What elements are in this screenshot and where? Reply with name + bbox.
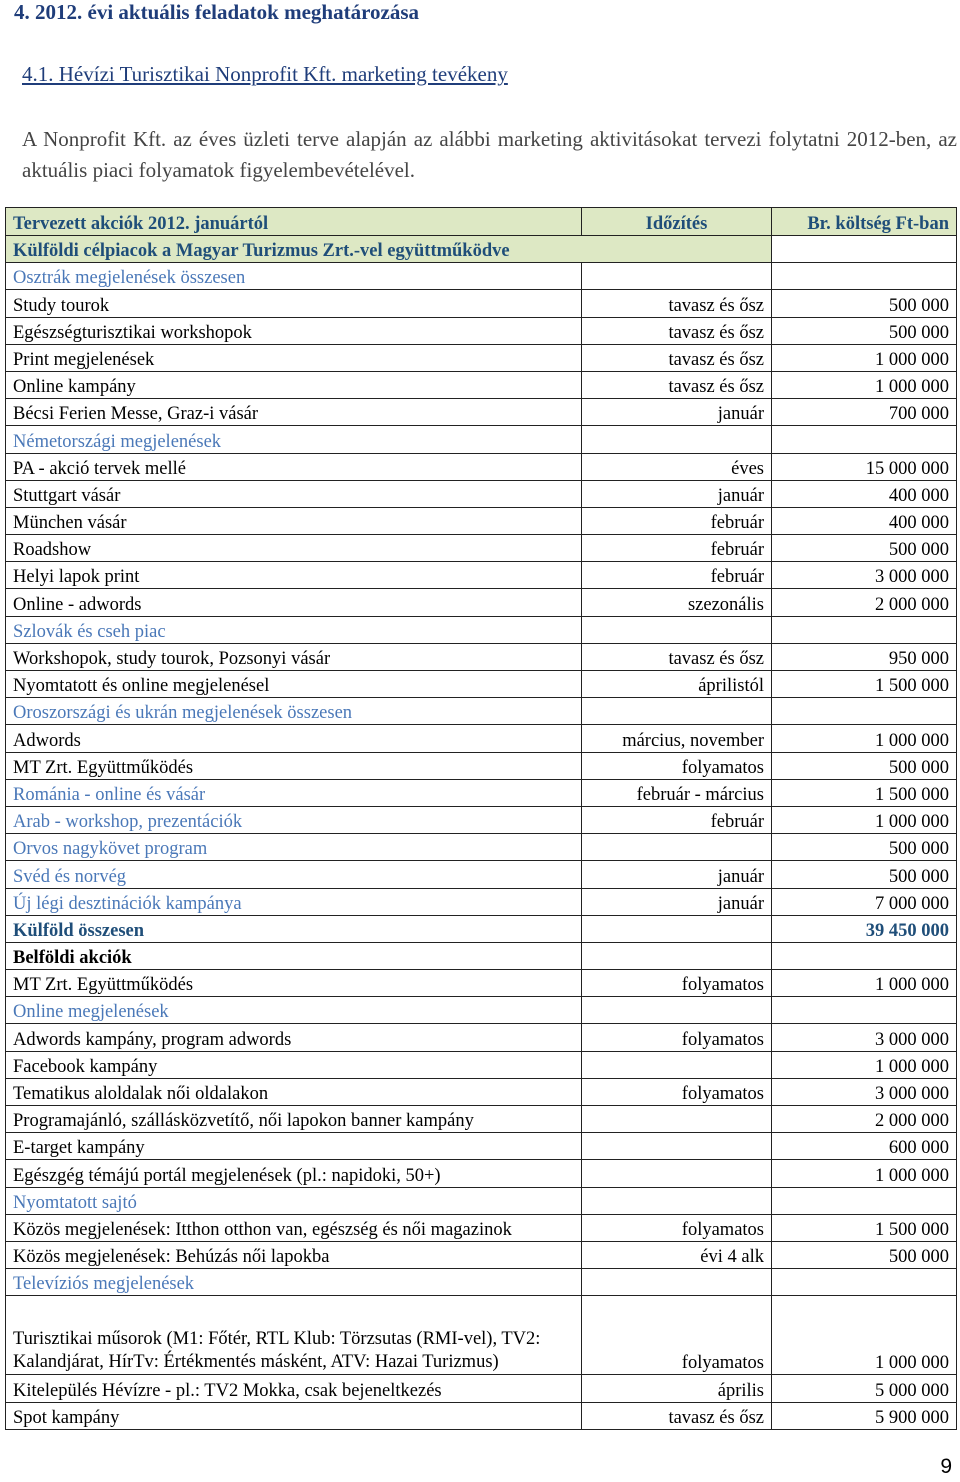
- table-row: [6, 1214, 957, 1241]
- row-cost: 950 000: [772, 643, 957, 670]
- row-cost: 3 000 000: [772, 1078, 957, 1105]
- section-row: [6, 779, 957, 806]
- row-timing: évi 4 alk: [582, 1241, 772, 1268]
- header-timing: Időzítés: [582, 208, 772, 236]
- row-cost: [772, 698, 957, 725]
- row-timing: január: [582, 888, 772, 915]
- row-label: Stuttgart vásár: [6, 480, 582, 507]
- row-label: PA - akció tervek mellé: [6, 453, 582, 480]
- row-label: Online - adwords: [6, 589, 582, 616]
- row-timing: folyamatos: [582, 1296, 772, 1375]
- table-row: [6, 942, 957, 969]
- row-timing: március, november: [582, 725, 772, 752]
- row-timing: folyamatos: [582, 1214, 772, 1241]
- row-timing: [582, 1133, 772, 1160]
- row-cost: 1 000 000: [772, 970, 957, 997]
- row-label: München vásár: [6, 507, 582, 534]
- row-timing: február: [582, 507, 772, 534]
- row-label: Nyomtatott és online megjelenésel: [6, 671, 582, 698]
- row-timing: folyamatos: [582, 1024, 772, 1051]
- table-row: [6, 725, 957, 752]
- row-label: Külföld összesen: [6, 915, 582, 942]
- section-row: [6, 834, 957, 861]
- row-label: Kitelepülés Hévízre - pl.: TV2 Mokka, csak bejeneltkezés: [6, 1375, 582, 1402]
- row-label: Arab - workshop, prezentációk: [6, 806, 582, 833]
- row-timing: szezonális: [582, 589, 772, 616]
- table-row: [6, 344, 957, 371]
- row-cost: 5 000 000: [772, 1375, 957, 1402]
- row-timing: január: [582, 861, 772, 888]
- row-cost: 3 000 000: [772, 1024, 957, 1051]
- row-timing: február: [582, 535, 772, 562]
- section-row: [6, 997, 957, 1024]
- row-label: Orvos nagykövet program: [6, 834, 582, 861]
- row-cost: 1 000 000: [772, 344, 957, 371]
- row-cost: 1 500 000: [772, 779, 957, 806]
- section-row: [6, 1269, 957, 1296]
- row-cost: 1 500 000: [772, 1214, 957, 1241]
- row-cost: 2 000 000: [772, 1106, 957, 1133]
- row-timing: tavasz és ősz: [582, 371, 772, 398]
- row-label: Adwords kampány, program adwords: [6, 1024, 582, 1051]
- section-row: [6, 888, 957, 915]
- row-label: Belföldi akciók: [6, 942, 582, 969]
- row-timing: [582, 263, 772, 290]
- table-row: [6, 1051, 957, 1078]
- row-timing: tavasz és ősz: [582, 1402, 772, 1429]
- row-timing: április: [582, 1375, 772, 1402]
- row-timing: január: [582, 399, 772, 426]
- row-cost: 1 000 000: [772, 806, 957, 833]
- row-label: Svéd és norvég: [6, 861, 582, 888]
- row-label: MT Zrt. Együttműködés: [6, 752, 582, 779]
- table-row: [6, 643, 957, 670]
- row-cost: 3 000 000: [772, 562, 957, 589]
- row-label: Facebook kampány: [6, 1051, 582, 1078]
- table-row: [6, 290, 957, 317]
- table-header-row: [6, 208, 957, 236]
- row-label: Közös megjelenések: Behúzás női lapokba: [6, 1241, 582, 1268]
- row-timing: tavasz és ősz: [582, 344, 772, 371]
- row-cost: 400 000: [772, 507, 957, 534]
- row-label: Online kampány: [6, 371, 582, 398]
- table-row: [6, 752, 957, 779]
- header-actions: Tervezett akciók 2012. januártól: [6, 208, 582, 236]
- row-cost: [772, 942, 957, 969]
- row-timing: január: [582, 480, 772, 507]
- row-cost: [772, 263, 957, 290]
- row-label: Tematikus aloldalak női oldalakon: [6, 1078, 582, 1105]
- row-label: Németországi megjelenések: [6, 426, 582, 453]
- row-label: Print megjelenések: [6, 344, 582, 371]
- row-label: Közös megjelenések: Itthon otthon van, egészség és női magazinok: [6, 1214, 582, 1241]
- table-row: [6, 453, 957, 480]
- row-timing: [582, 698, 772, 725]
- row-timing: [582, 616, 772, 643]
- row-cost: 1 500 000: [772, 671, 957, 698]
- table-row: [6, 371, 957, 398]
- section-row: [6, 806, 957, 833]
- row-cost: 39 450 000: [772, 915, 957, 942]
- subheader-foreign-markets: Külföldi célpiacok a Magyar Turizmus Zrt.-vel együttműködve: [6, 236, 772, 263]
- row-timing: folyamatos: [582, 970, 772, 997]
- table-row: [6, 1402, 957, 1429]
- row-label: Egészgég témájú portál megjelenések (pl.: napidoki, 50+): [6, 1160, 582, 1187]
- row-cost: 15 000 000: [772, 453, 957, 480]
- row-cost: [772, 997, 957, 1024]
- row-cost: 1 000 000: [772, 1051, 957, 1078]
- row-timing: [582, 915, 772, 942]
- section-heading: 4. 2012. évi aktuális feladatok meghatározása: [14, 0, 420, 24]
- table-subheader-row: [6, 236, 957, 263]
- row-label: Adwords: [6, 725, 582, 752]
- subheader-empty-cell: [772, 236, 957, 263]
- table-row: [6, 589, 957, 616]
- row-label: Televíziós megjelenések: [6, 1269, 582, 1296]
- table-row: [6, 562, 957, 589]
- table-row: [6, 507, 957, 534]
- row-cost: [772, 426, 957, 453]
- table-row: [6, 1106, 957, 1133]
- page-number: 9: [940, 1455, 952, 1478]
- row-label: Workshopok, study tourok, Pozsonyi vásár: [6, 643, 582, 670]
- row-timing: február: [582, 562, 772, 589]
- row-cost: 700 000: [772, 399, 957, 426]
- row-cost: 500 000: [772, 834, 957, 861]
- section-row: [6, 1187, 957, 1214]
- row-cost: [772, 1187, 957, 1214]
- table-row: [6, 480, 957, 507]
- row-label: Osztrák megjelenések összesen: [6, 263, 582, 290]
- row-timing: éves: [582, 453, 772, 480]
- row-label: MT Zrt. Együttműködés: [6, 970, 582, 997]
- section-row: [6, 263, 957, 290]
- row-timing: [582, 942, 772, 969]
- row-label: Románia - online és vásár: [6, 779, 582, 806]
- table-row: [6, 1160, 957, 1187]
- table-row: [6, 535, 957, 562]
- table-row: [6, 317, 957, 344]
- row-cost: 1 000 000: [772, 1296, 957, 1375]
- row-cost: 500 000: [772, 317, 957, 344]
- row-cost: 1 000 000: [772, 725, 957, 752]
- marketing-budget-table: [5, 207, 957, 1430]
- row-cost: 1 000 000: [772, 371, 957, 398]
- row-cost: 500 000: [772, 290, 957, 317]
- table-row: [6, 1024, 957, 1051]
- row-label: Bécsi Ferien Messe, Graz-i vásár: [6, 399, 582, 426]
- subsection-heading: 4.1. Hévízi Turisztikai Nonprofit Kft. marketing tevékeny: [22, 62, 508, 86]
- table-row: [6, 399, 957, 426]
- row-label: Study tourok: [6, 290, 582, 317]
- row-cost: 1 000 000: [772, 1160, 957, 1187]
- row-label: Szlovák és cseh piac: [6, 616, 582, 643]
- table-row: [6, 1241, 957, 1268]
- section-row: [6, 426, 957, 453]
- row-timing: tavasz és ősz: [582, 643, 772, 670]
- row-timing: [582, 997, 772, 1024]
- row-label: Roadshow: [6, 535, 582, 562]
- table-row: [6, 970, 957, 997]
- row-timing: folyamatos: [582, 752, 772, 779]
- row-cost: [772, 1269, 957, 1296]
- row-cost: 2 000 000: [772, 589, 957, 616]
- row-label: Online megjelenések: [6, 997, 582, 1024]
- row-label: E-target kampány: [6, 1133, 582, 1160]
- table-row: [6, 1078, 957, 1105]
- row-cost: 400 000: [772, 480, 957, 507]
- row-timing: [582, 1051, 772, 1078]
- row-timing: áprilistól: [582, 671, 772, 698]
- table-row: [6, 1133, 957, 1160]
- row-cost: [772, 616, 957, 643]
- row-timing: február: [582, 806, 772, 833]
- row-label: Programajánló, szállásközvetítő, női lapokon banner kampány: [6, 1106, 582, 1133]
- row-label: Új légi desztinációk kampánya: [6, 888, 582, 915]
- row-timing: [582, 1160, 772, 1187]
- table-row: [6, 671, 957, 698]
- row-timing: folyamatos: [582, 1078, 772, 1105]
- row-cost: 500 000: [772, 535, 957, 562]
- row-timing: [582, 426, 772, 453]
- row-label: Oroszországi és ukrán megjelenések összesen: [6, 698, 582, 725]
- row-label: Egészségturisztikai workshopok: [6, 317, 582, 344]
- row-label: Nyomtatott sajtó: [6, 1187, 582, 1214]
- row-cost: 600 000: [772, 1133, 957, 1160]
- table-row: [6, 1375, 957, 1402]
- row-label: Spot kampány: [6, 1402, 582, 1429]
- section-row: [6, 698, 957, 725]
- section-row: [6, 861, 957, 888]
- table-row: [6, 1296, 957, 1375]
- total-row: [6, 915, 957, 942]
- row-timing: február - március: [582, 779, 772, 806]
- row-timing: [582, 1106, 772, 1133]
- row-timing: [582, 834, 772, 861]
- header-cost: Br. költség Ft-ban: [772, 208, 957, 236]
- row-cost: 5 900 000: [772, 1402, 957, 1429]
- row-timing: [582, 1269, 772, 1296]
- row-cost: 500 000: [772, 752, 957, 779]
- row-label: Turisztikai műsorok (M1: Főtér, RTL Klub: Törzsutas (RMI-vel), TV2: Kalandjárat, HírTv: Értékmentés másként, ATV: Hazai Turizmus): [6, 1296, 582, 1375]
- row-cost: 500 000: [772, 1241, 957, 1268]
- intro-paragraph: A Nonprofit Kft. az éves üzleti terve alapján az alábbi marketing aktivitásokat tervezi folytatni 2012-ben, az aktuális piaci folyamatok figyelembevételével.: [22, 127, 957, 182]
- row-timing: tavasz és ősz: [582, 317, 772, 344]
- row-cost: 500 000: [772, 861, 957, 888]
- row-timing: tavasz és ősz: [582, 290, 772, 317]
- row-label: Helyi lapok print: [6, 562, 582, 589]
- row-timing: [582, 1187, 772, 1214]
- row-cost: 7 000 000: [772, 888, 957, 915]
- section-row: [6, 616, 957, 643]
